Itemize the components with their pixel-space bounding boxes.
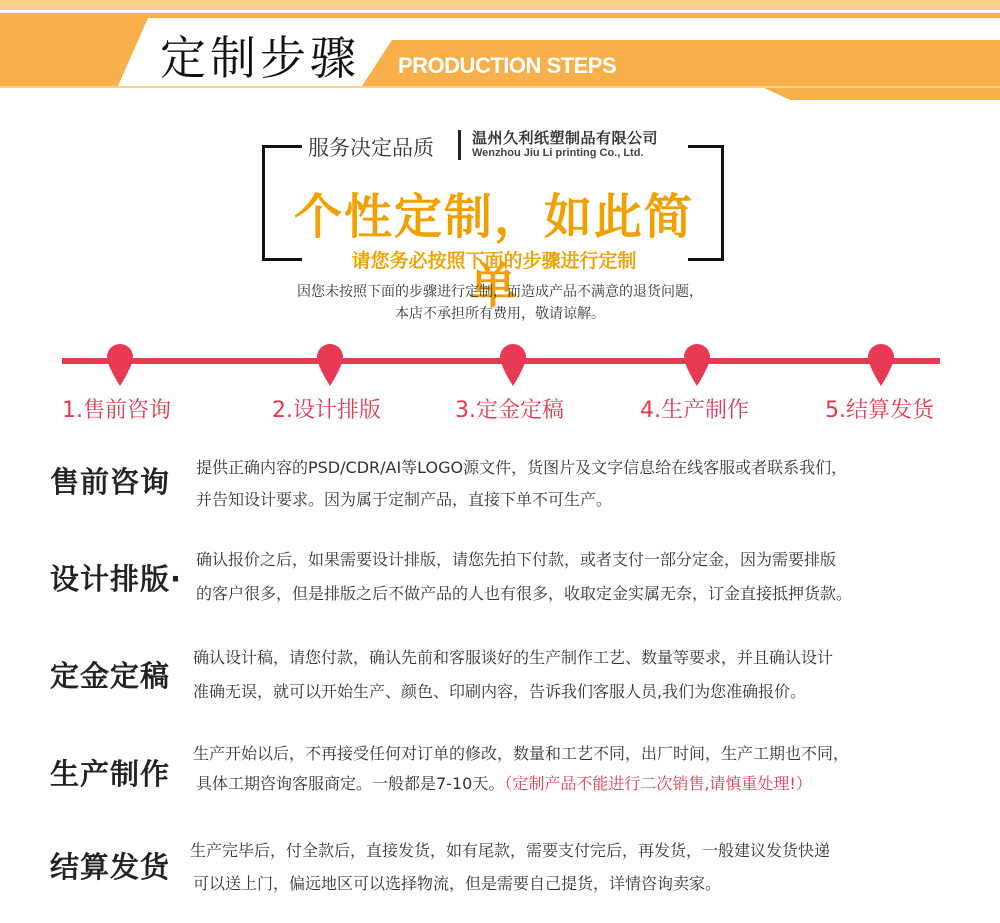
notice-line-2: 本店不承担所有费用，敬请谅解。: [395, 306, 605, 322]
location-pin-icon: [682, 342, 712, 386]
location-pin-icon: [105, 342, 135, 386]
slogan-top: [0, 128, 1000, 168]
warning-text: （定制产品不能进行二次销售,请慎重处理!）: [504, 774, 812, 793]
location-pin-icon: [866, 342, 896, 386]
timeline-step-label: 5.结算发货: [825, 398, 934, 423]
slogan-label: 服务决定品质: [308, 136, 434, 160]
page-subtitle: PRODUCTION STEPS: [398, 53, 617, 78]
timeline-step-label: 2.设计排版: [272, 398, 381, 423]
header-banner: [0, 0, 1000, 100]
timeline-step-label: 1.售前咨询: [62, 398, 171, 423]
timeline-step-label: 3.定金定稿: [455, 398, 564, 423]
step-detail-line: 可以送上门，偏远地区可以选择物流，但是需要自己提货，详情咨询卖家。: [193, 874, 722, 893]
step-detail-line: 确认报价之后，如果需要设计排版，请您先拍下付款，或者支付一部分定金，因为需要排版: [196, 550, 837, 569]
step-detail-title: 结算发货: [50, 850, 171, 884]
step-detail-title: 售前咨询: [50, 465, 171, 499]
step-detail-line: 生产完毕后，付全款后，直接发货，如有尾款，需要支付完后，再发货，一般建议发货快递: [190, 841, 831, 860]
step-detail-line: 确认设计稿，请您付款，确认先前和客服谈好的生产制作工艺、数量等要求，并且确认设计: [193, 648, 834, 667]
step-detail-title: 定金定稿: [50, 659, 171, 693]
step-detail-title: 设计排版·: [50, 562, 183, 596]
company-name-en: Wenzhou Jiu Li printing Co., Ltd.: [472, 147, 644, 159]
step-detail-line: 生产开始以后，不再接受任何对订单的修改，数量和工艺不同，出厂时间，生产工期也不同，: [193, 744, 850, 763]
step-detail-line: 具体工期咨询客服商定。一般都是7-10天。: [196, 774, 505, 793]
notice-line-1: 因您未按照下面的步骤进行定制，而造成产品不满意的退货问题，: [297, 284, 703, 300]
step-detail-title: 生产制作: [50, 757, 171, 791]
step-detail-line-group: [196, 768, 812, 800]
step-detail-line: 的客户很多，但是排版之后不做产品的人也有很多，收取定金实属无奈，订金直接抵押货款。: [196, 584, 853, 603]
location-pin-icon: [315, 342, 345, 386]
slogan-divider: [458, 130, 461, 160]
page-title: 定制步骤: [160, 31, 360, 85]
subheadline: 请您务必按照下面的步骤进行定制: [351, 250, 637, 272]
step-detail-line: 准确无误，就可以开始生产、颜色、印刷内容，告诉我们客服人员,我们为您准确报价。: [193, 682, 807, 701]
company-name-cn: 温州久利纸塑制品有限公司: [472, 129, 659, 147]
banner-shape: [0, 0, 1000, 100]
location-pin-icon: [498, 342, 528, 386]
step-detail-line: 提供正确内容的PSD/CDR/AI等LOGO源文件，货图片及文字信息给在线客服或者联系我们，: [196, 458, 848, 477]
timeline-step-label: 4.生产制作: [640, 398, 749, 423]
step-detail-line: 并告知设计要求。因为属于定制产品，直接下单不可生产。: [196, 490, 613, 509]
headline: 个性定制，如此简单: [293, 189, 694, 314]
